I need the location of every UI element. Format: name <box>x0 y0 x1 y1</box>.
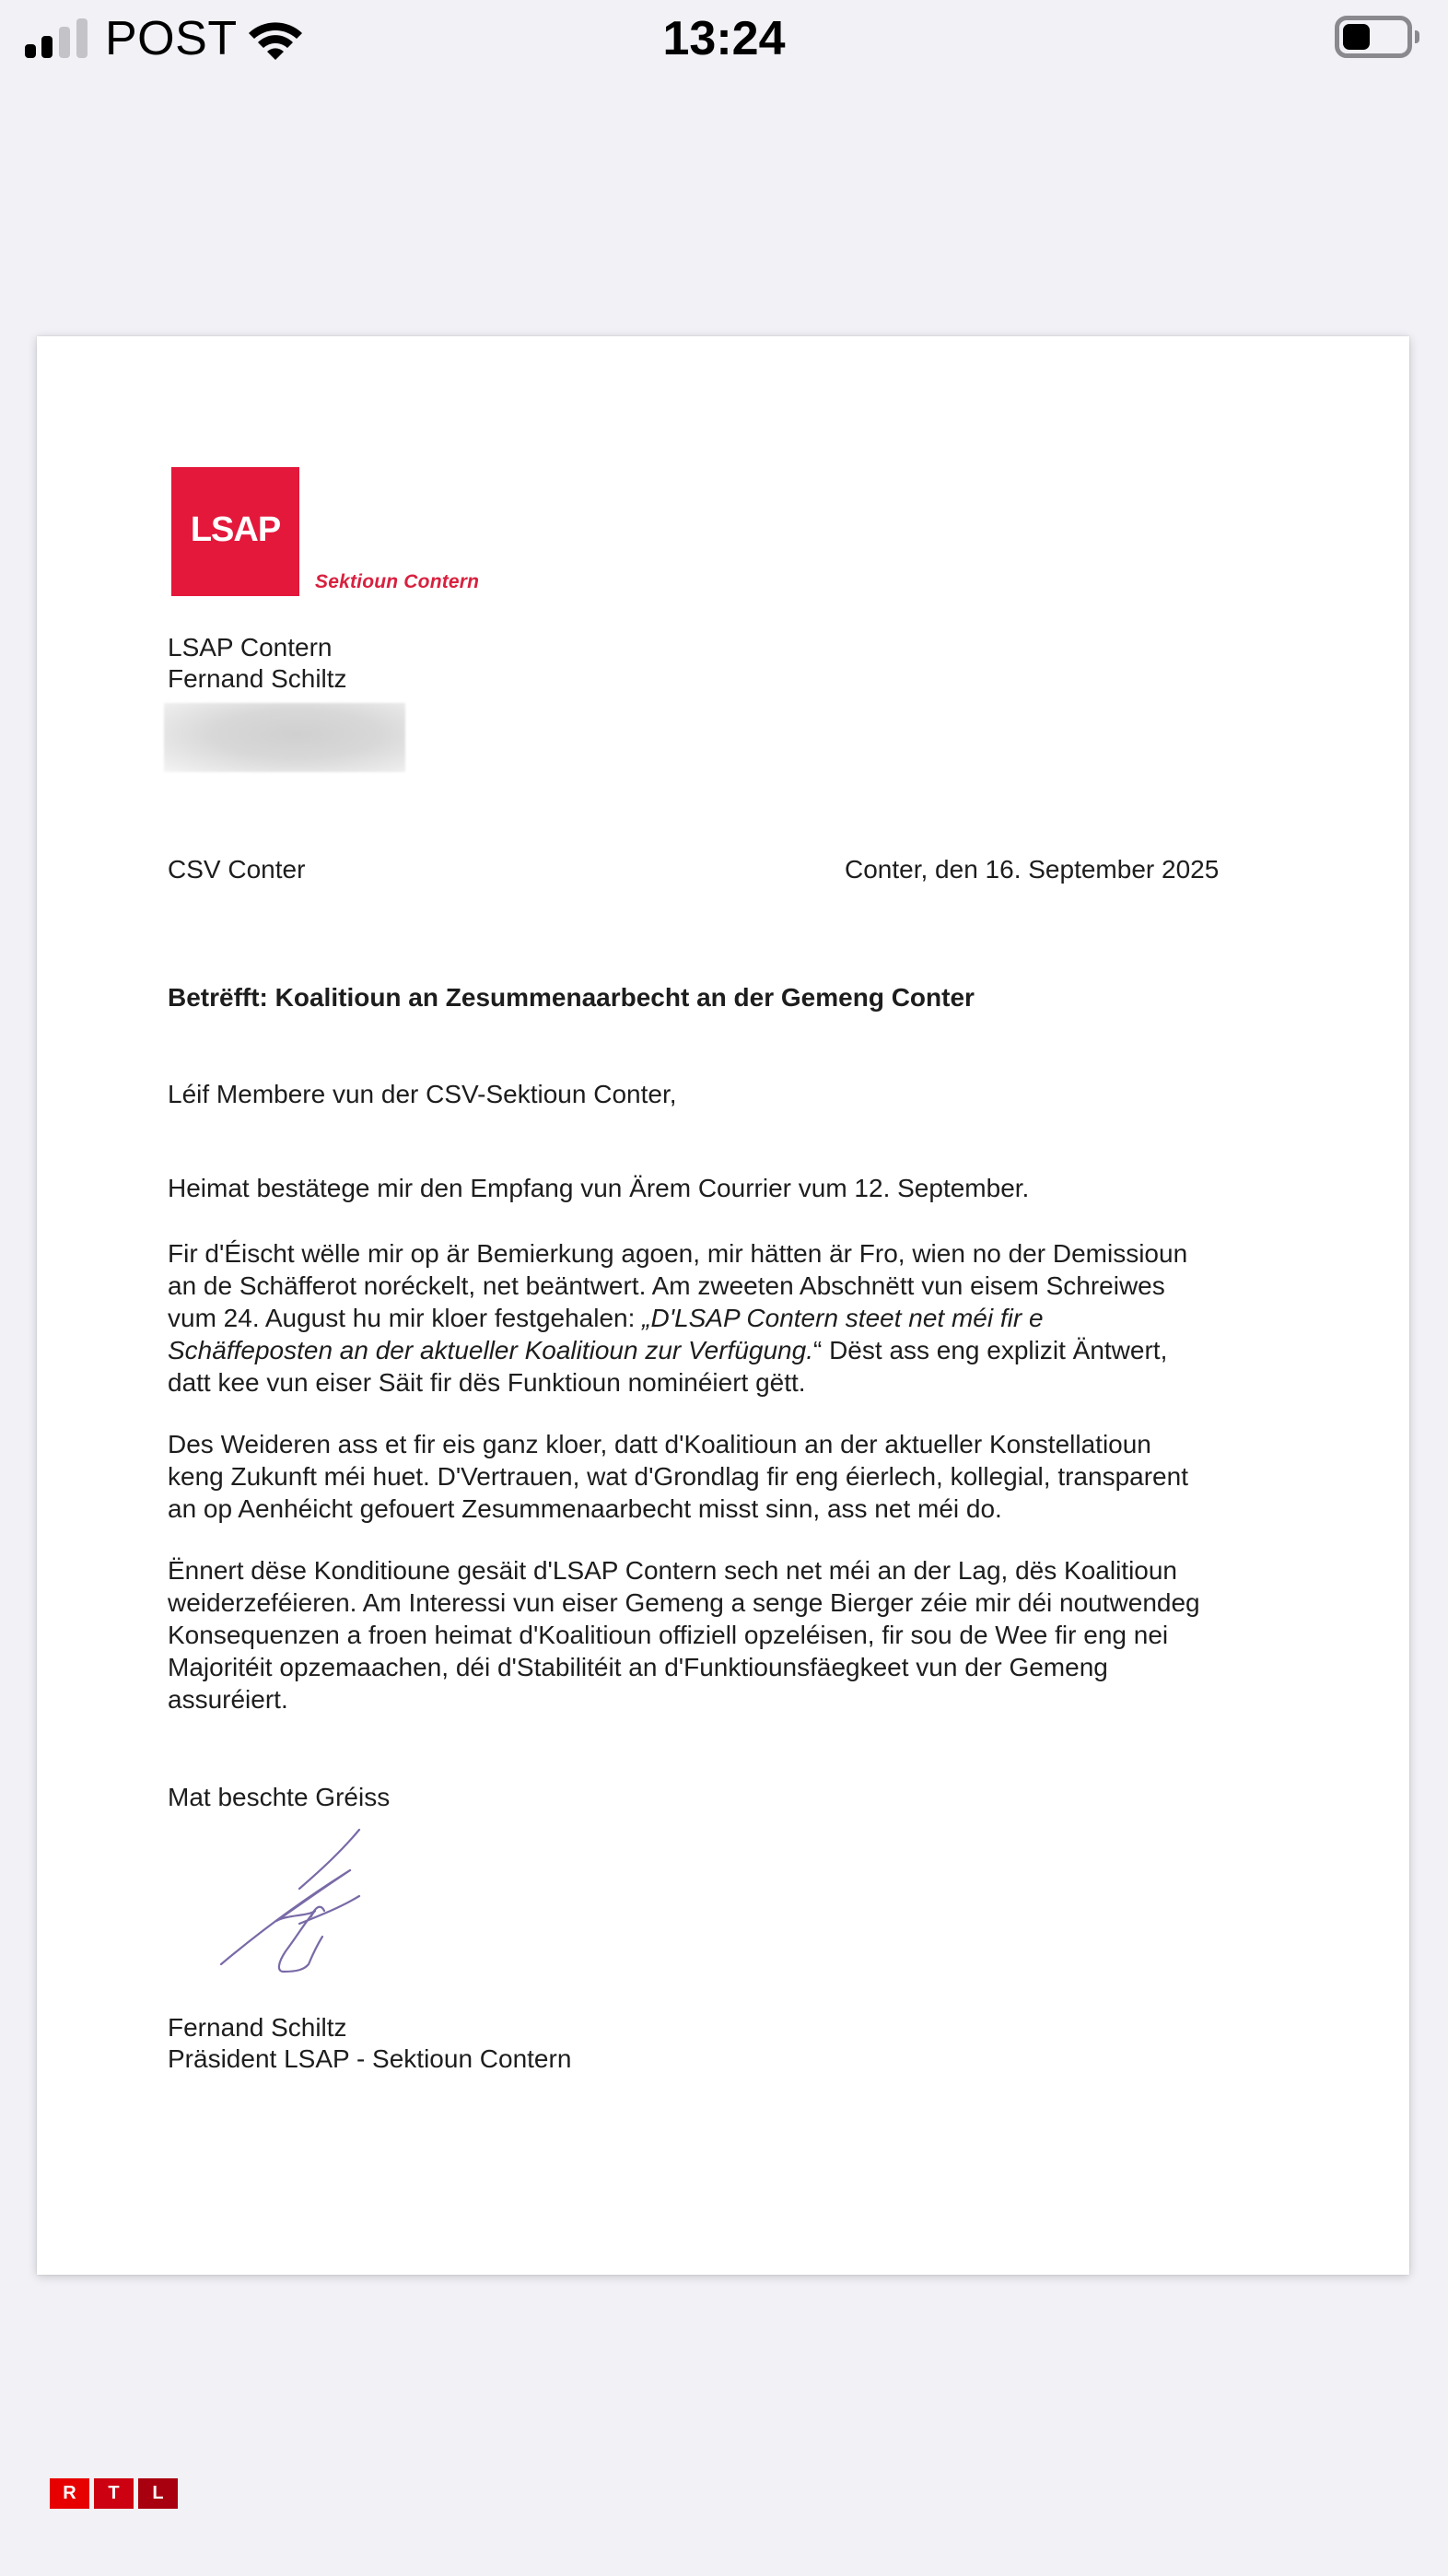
battery-level <box>1343 24 1370 50</box>
recipient: CSV Conter <box>168 855 306 884</box>
rtl-logo <box>50 2478 178 2509</box>
place-date: Conter, den 16. September 2025 <box>845 855 1220 884</box>
line-text: “ Dëst ass eng explizit Äntwert, <box>812 1336 1168 1364</box>
quote-text: Schäffeposten an der aktueller Koalitioun zur Verfügung. <box>168 1336 813 1364</box>
document-page <box>37 336 1409 2275</box>
paragraph-line: Fir d'Éischt wëlle mir op är Bemierkung agoen, mir hätten är Fro, wien no der Demissioun <box>168 1239 1188 1268</box>
subject-line: Betrëfft: Koalitioun an Zesummenaarbecht an der Gemeng Conter <box>168 983 975 1012</box>
paragraph-3 <box>168 1428 1273 1525</box>
paragraph-line: assuréiert. <box>168 1685 288 1714</box>
battery-cap <box>1415 30 1419 43</box>
sender-organization: LSAP Contern <box>168 633 333 662</box>
status-bar <box>0 0 1448 77</box>
rtl-letter-t: T <box>94 2478 134 2509</box>
battery-icon <box>1335 16 1412 58</box>
paragraph-line: Ënnert dëse Konditioune gesäit d'LSAP Contern sech net méi an der Lag, dës Koalitioun <box>168 1556 1178 1585</box>
signatory-name: Fernand Schiltz <box>168 2013 347 2042</box>
paragraph-line: Majoritéit opzemaachen, déi d'Stabilitéit an d'Funktiounsfäegkeet vun der Gemeng <box>168 1653 1108 1681</box>
salutation: Léif Membere vun der CSV-Sektioun Conter, <box>168 1080 677 1108</box>
lsap-logo <box>171 467 299 596</box>
handwritten-signature <box>212 1815 451 1995</box>
paragraph-line: Konsequenzen a froen heimat d'Koalitioun offiziell opzeléisen, fir sou de Wee fir eng nei <box>168 1621 1169 1649</box>
closing: Mat beschte Gréiss <box>168 1783 391 1811</box>
paragraph-line: keng Zukunft méi huet. D'Vertrauen, wat d'Grondlag fir eng éierlech, kollegial, transparent <box>168 1462 1188 1491</box>
paragraph-line: weiderzeféieren. Am Interessi vun eiser Gemeng a senge Bierger zéie mir déi noutwendeg <box>168 1588 1200 1617</box>
paragraph-1 <box>168 1172 1273 1204</box>
carrier-name: POST <box>105 12 238 65</box>
lsap-logo-text: LSAP <box>190 510 281 549</box>
paragraph-line: Des Weideren ass et fir eis ganz kloer, datt d'Koalitioun an der aktueller Konstellatioun <box>168 1430 1151 1458</box>
paragraph-line <box>168 1334 1273 1366</box>
redacted-address <box>164 703 405 772</box>
quote-text: „D'LSAP Contern steet net méi fir e <box>642 1304 1044 1332</box>
paragraph-line <box>168 1302 1273 1334</box>
signatory-title: Präsident LSAP - Sektioun Contern <box>168 2044 572 2073</box>
paragraph-2 <box>168 1237 1273 1399</box>
paragraph-line: an op Aenhéicht gefouert Zesummenaarbecht misst sinn, ass net méi do. <box>168 1494 1002 1523</box>
paragraph-line: an de Schäfferot noréckelt, net beäntwert. Am zweeten Abschnëtt vun eisem Schreiwes <box>168 1271 1165 1300</box>
line-text: vum 24. August hu mir kloer festgehalen: <box>168 1304 643 1332</box>
rtl-letter-l: L <box>138 2478 178 2509</box>
rtl-letter-r: R <box>50 2478 89 2509</box>
paragraph-line: datt kee vun eiser Säit fir dës Funktioun nominéiert gëtt. <box>168 1368 806 1397</box>
paragraph-line: Heimat bestätege mir den Empfang vun Ärem Courrier vum 12. September. <box>168 1174 1030 1202</box>
logo-subtitle: Sektioun Contern <box>315 571 480 592</box>
paragraph-4 <box>168 1554 1273 1715</box>
status-time: 13:24 <box>662 12 786 65</box>
sender-name: Fernand Schiltz <box>168 664 347 693</box>
